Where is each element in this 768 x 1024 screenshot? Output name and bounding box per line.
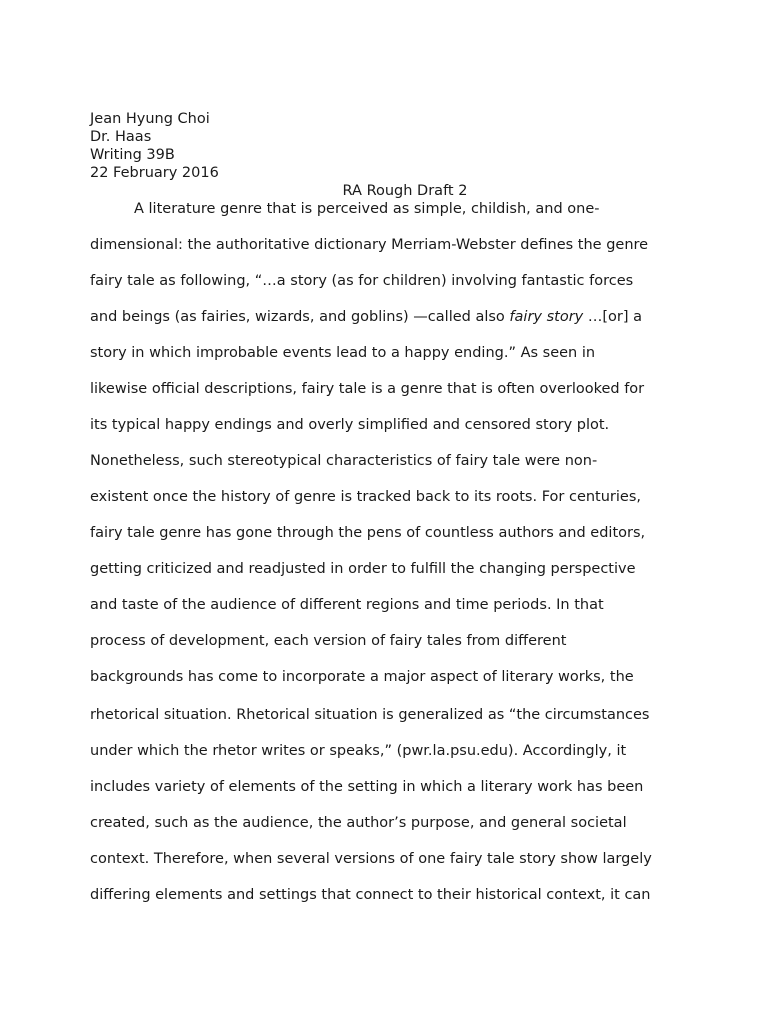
body-text: and beings (as fairies, wizards, and goblins) —called also [90, 309, 510, 325]
body-line: includes variety of elements of the setting in which a literary work has been [90, 779, 644, 795]
body-line: backgrounds has come to incorporate a major aspect of literary works, the [90, 669, 634, 685]
body-text: …[or] a [583, 309, 643, 325]
body-line: existent once the history of genre is tracked back to its roots. For centuries, [90, 489, 642, 505]
body-line: its typical happy endings and overly simplified and censored story plot. [90, 417, 610, 433]
author-name: Jean Hyung Choi [90, 111, 210, 127]
body-line: Nonetheless, such stereotypical characteristics of fairy tale were non- [90, 453, 598, 469]
body-line: created, such as the audience, the author’s purpose, and general societal [90, 815, 627, 831]
course-name: Writing 39B [90, 147, 175, 163]
body-line: under which the rhetor writes or speaks,” (pwr.la.psu.edu). Accordingly, it [90, 743, 627, 759]
body-line: fairy tale as following, “…a story (as for children) involving fantastic forces [90, 273, 634, 289]
instructor-name: Dr. Haas [90, 129, 152, 145]
document-header [90, 110, 219, 182]
body-line [90, 308, 642, 326]
body-line: rhetorical situation. Rhetorical situation is generalized as “the circumstances [90, 707, 650, 723]
body-line: likewise official descriptions, fairy tale is a genre that is often overlooked for [90, 381, 645, 397]
italic-term: fairy story [509, 309, 584, 325]
body-line: story in which improbable events lead to a happy ending.” As seen in [90, 345, 596, 361]
body-line: and taste of the audience of different regions and time periods. In that [90, 597, 604, 613]
body-line: context. Therefore, when several versions of one fairy tale story show largely [90, 851, 652, 867]
document-title: RA Rough Draft 2 [342, 183, 468, 199]
body-line: getting criticized and readjusted in order to fulfill the changing perspective [90, 561, 636, 577]
body-line: differing elements and settings that connect to their historical context, it can [90, 887, 651, 903]
body-line: fairy tale genre has gone through the pens of countless authors and editors, [90, 525, 646, 541]
body-line: dimensional: the authoritative dictionary Merriam-Webster defines the genre [90, 237, 649, 253]
document-date: 22 February 2016 [90, 165, 219, 181]
body-line: A literature genre that is perceived as simple, childish, and one- [134, 201, 600, 217]
body-line: process of development, each version of fairy tales from different [90, 633, 567, 649]
